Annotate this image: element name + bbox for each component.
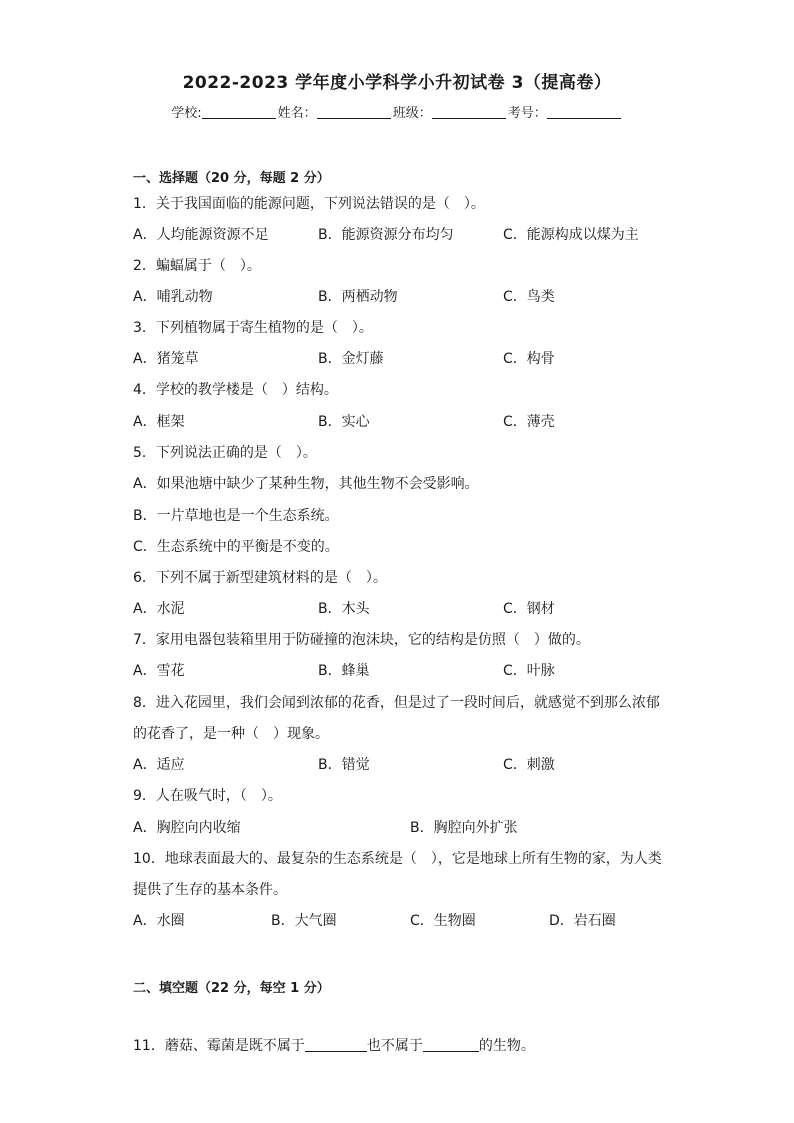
question-8: 8．进入花园里，我们会闻到浓郁的花香，但是过了一段时间后，就感觉不到那么浓郁 — [133, 695, 660, 711]
q7-option-a[interactable]: A．雪花 — [133, 663, 185, 679]
name-blank[interactable] — [317, 105, 391, 119]
q7-option-c[interactable]: C．叶脉 — [503, 663, 555, 679]
class-blank[interactable] — [432, 105, 506, 119]
question-8-continued: 的花香了，是一种（ ）现象。 — [133, 726, 329, 742]
q4-option-a[interactable]: A．框架 — [133, 414, 185, 430]
question-2: 2．蝙蝠属于（ ）。 — [133, 258, 261, 274]
section-1-title: 一、选择题（20 分，每题 2 分） — [133, 171, 330, 186]
q10-option-b[interactable]: B．大气圈 — [271, 913, 337, 929]
q2-option-a[interactable]: A．哺乳动物 — [133, 289, 213, 305]
school-blank[interactable] — [202, 105, 276, 119]
q6-option-c[interactable]: C．钢材 — [503, 601, 555, 617]
question-6: 6．下列不属于新型建筑材料的是（ ）。 — [133, 570, 387, 586]
section-2-title: 二、填空题（22 分，每空 1 分） — [133, 981, 330, 996]
exam-title: 2022-2023 学年度小学科学小升初试卷 3（提高卷） — [182, 73, 612, 93]
q6-option-a[interactable]: A．水泥 — [133, 601, 185, 617]
q2-option-c[interactable]: C．鸟类 — [503, 289, 555, 305]
question-4: 4．学校的教学楼是（ ）结构。 — [133, 382, 338, 398]
q9-option-a[interactable]: A．胸腔向内收缩 — [133, 820, 241, 836]
question-5: 5．下列说法正确的是（ ）。 — [133, 445, 317, 461]
q11-blank-2[interactable] — [423, 1037, 479, 1052]
q2-option-b[interactable]: B．两栖动物 — [318, 289, 398, 305]
q1-option-a[interactable]: A．人均能源资源不足 — [133, 227, 269, 243]
q11-text-1: 11．蘑菇、霉菌是既不属于 — [133, 1038, 305, 1054]
class-label: 班级： — [392, 106, 432, 121]
q4-option-c[interactable]: C．薄壳 — [503, 414, 555, 430]
q1-option-c[interactable]: C．能源构成以煤为主 — [503, 227, 639, 243]
q11-text-3: 的生物。 — [478, 1038, 535, 1054]
q1-option-b[interactable]: B．能源资源分布均匀 — [318, 227, 454, 243]
question-1: 1．关于我国面临的能源问题，下列说法错误的是（ ）。 — [133, 196, 485, 212]
name-label: 姓名： — [277, 106, 317, 121]
q8-option-b[interactable]: B．错觉 — [318, 757, 370, 773]
q8-option-a[interactable]: A．适应 — [133, 757, 185, 773]
q11-blank-1[interactable] — [305, 1037, 367, 1052]
question-3: 3．下列植物属于寄生植物的是（ ）。 — [133, 320, 373, 336]
number-label: 考号： — [507, 106, 547, 121]
q10-option-a[interactable]: A．水圈 — [133, 913, 185, 929]
number-blank[interactable] — [547, 105, 621, 119]
q5-option-b[interactable]: B．一片草地也是一个生态系统。 — [133, 508, 339, 524]
q6-option-b[interactable]: B．木头 — [318, 601, 370, 617]
q3-option-b[interactable]: B．金灯藤 — [318, 351, 384, 367]
question-11 — [133, 1035, 535, 1055]
question-10-continued: 提供了生存的基本条件。 — [133, 882, 287, 898]
q4-option-b[interactable]: B．实心 — [318, 414, 370, 430]
q3-option-c[interactable]: C．构骨 — [503, 351, 555, 367]
q7-option-b[interactable]: B．蜂巢 — [318, 663, 370, 679]
q10-option-c[interactable]: C．生物圈 — [410, 913, 476, 929]
q11-text-2: 也不属于 — [366, 1038, 423, 1054]
question-7: 7．家用电器包装箱里用于防碰撞的泡沫块，它的结构是仿照（ ）做的。 — [133, 632, 590, 648]
school-label: 学校: — [171, 106, 202, 121]
q5-option-a[interactable]: A．如果池塘中缺少了某种生物，其他生物不会受影响。 — [133, 476, 479, 492]
student-info-row — [0, 102, 794, 121]
question-10: 10．地球表面最大的、最复杂的生态系统是（ ），它是地球上所有生物的家，为人类 — [133, 851, 662, 867]
q5-option-c[interactable]: C．生态系统中的平衡是不变的。 — [133, 539, 339, 555]
q8-option-c[interactable]: C．刺激 — [503, 757, 555, 773]
q10-option-d[interactable]: D．岩石圈 — [549, 913, 616, 929]
question-9: 9．人在吸气时，（ ）。 — [133, 788, 282, 804]
q3-option-a[interactable]: A．猪笼草 — [133, 351, 199, 367]
q9-option-b[interactable]: B．胸腔向外扩张 — [410, 820, 518, 836]
